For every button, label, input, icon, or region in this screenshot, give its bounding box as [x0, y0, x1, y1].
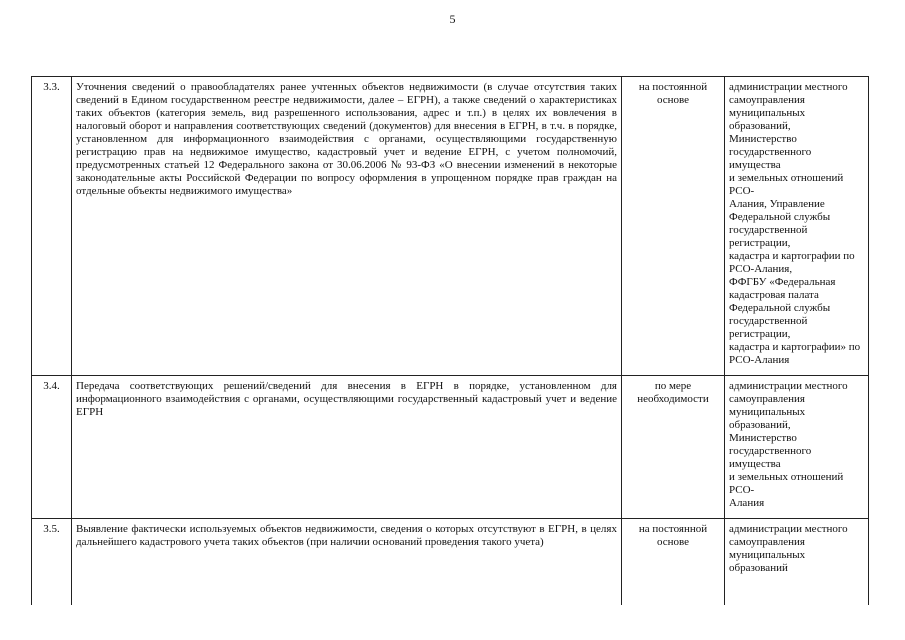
- row-description: Уточнения сведений о правообладателях ранее учтенных объектов недвижимости (в случае отсутствия таких сведений в Едином государственном реестре недвижимости, далее – ЕГРН), а также сведений о характеристиках таких объектов (категория земель, вид разрешенного использования, адрес и т.п.) в целях их вовлечения в налоговый оборот и направления соответствующих сведений (документов) для внесения в ЕГРН, в т.ч. в порядке, установленном для информационного взаимодействия с органами, осуществляющими государственную регистрацию прав на недвижимое имущество, кадастровый учет и ведение ЕГРН, с учетом полномочий, предусмотренных статьей 12 Федерального закона от 30.06.2006 № 93-ФЗ «О внесении изменений в некоторые законодательные акты Российской Федерации по вопросу оформления в упрощенном порядке прав граждан на отдельные объекты недвижимого имущества»: [72, 77, 622, 376]
- row-number: 3.5.: [32, 519, 72, 605]
- table-row: [32, 77, 869, 376]
- row-term: на постоянной основе: [622, 77, 725, 376]
- row-description: Передача соответствующих решений/сведений для внесения в ЕГРН в порядке, установленном для информационного взаимодействия с органами, осуществляющими государственный кадастровый учет и ведение ЕГРН: [72, 376, 622, 519]
- row-executor: администрации местного самоуправления муниципальных образований, Министерство государственного имущества и земельных отношений РСО- Алания, Управление Федеральной службы государственной регистрации, кадастра и картографии по РСО-Алания, ФФГБУ «Федеральная кадастровая палата Федеральной службы государственной регистрации, кадастра и картографии» по РСО-Алания: [725, 77, 869, 376]
- row-number: 3.3.: [32, 77, 72, 376]
- row-number: 3.4.: [32, 376, 72, 519]
- row-executor: администрации местного самоуправления муниципальных образований, Министерство государственного имущества и земельных отношений РСО- Алания: [725, 376, 869, 519]
- measures-table: [31, 76, 869, 605]
- page-number: 5: [449, 12, 456, 26]
- row-description: Выявление фактически используемых объектов недвижимости, сведения о которых отсутствуют в ЕГРН, в целях дальнейшего кадастрового учета таких объектов (при наличии оснований проведения такого учета): [72, 519, 622, 605]
- table-row: [32, 519, 869, 605]
- row-executor: администрации местного самоуправления муниципальных образований: [725, 519, 869, 605]
- row-term: по мере необходимости: [622, 376, 725, 519]
- table-row: [32, 376, 869, 519]
- row-term: на постоянной основе: [622, 519, 725, 605]
